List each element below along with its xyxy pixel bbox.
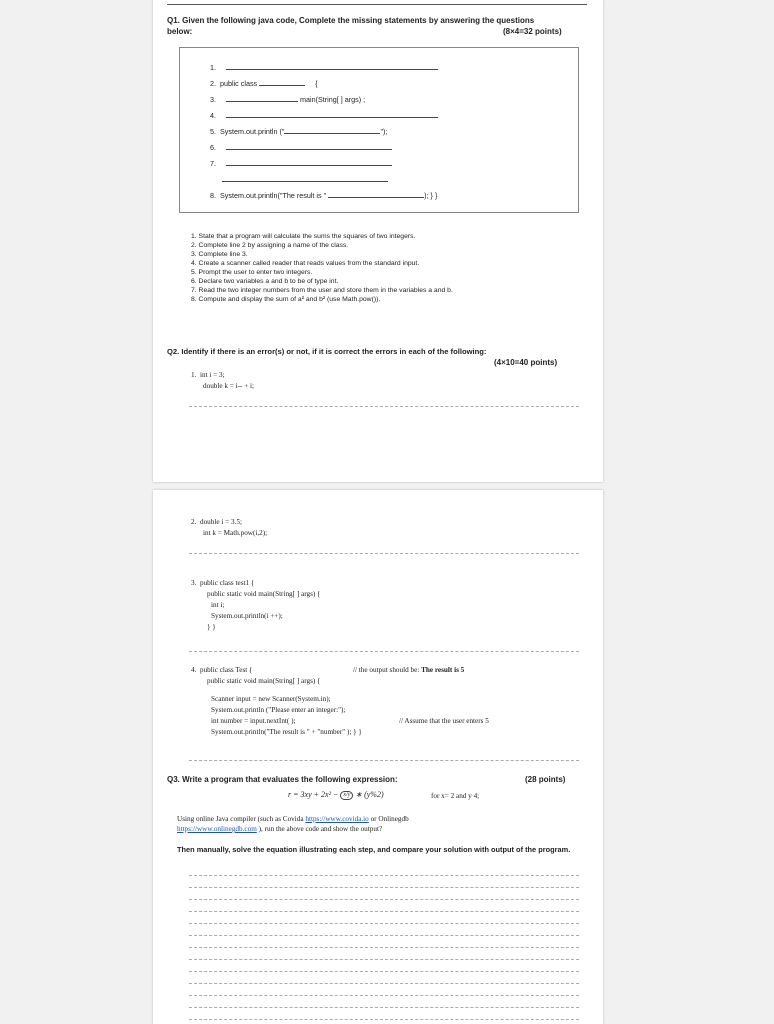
answer-line[interactable] xyxy=(189,899,579,900)
q2-points: (4×10=40 points) xyxy=(494,358,558,367)
code-box xyxy=(179,47,579,213)
answer-line[interactable] xyxy=(189,553,579,554)
code-line-7: 7. xyxy=(210,158,392,168)
code-line-1: 1. xyxy=(210,62,438,72)
answer-line[interactable] xyxy=(189,887,579,888)
q3-expression: r = 3xy + 2x² − x/y ∗ (y%2) xyxy=(288,790,384,799)
document-page-1 xyxy=(153,0,603,482)
blank-3[interactable] xyxy=(226,94,298,102)
code-line-7b xyxy=(222,174,388,184)
blank-7b[interactable] xyxy=(222,174,388,182)
answer-line[interactable] xyxy=(189,923,579,924)
answer-line[interactable] xyxy=(189,947,579,948)
answer-line[interactable] xyxy=(189,651,579,652)
q3-points: (28 points) xyxy=(525,775,566,784)
q1-points: (8×4=32 points) xyxy=(503,27,562,36)
blank-2[interactable] xyxy=(259,78,305,86)
q1-question-item: 3. Complete line 3. xyxy=(191,251,248,258)
q2-title: Q2. Identify if there is an error(s) or not, if it is correct the errors in each of the following: xyxy=(167,347,487,356)
blank-8[interactable] xyxy=(328,190,424,198)
code-line-4: 4. xyxy=(210,110,438,120)
q2-item-4: 4. public class Test { // the output should be: The result is 5 public static void main(String[ ] args) { Scanner input = new Scanner(System.in); System.out.println ("Please enter an integer:"); int number = input.nextInt( ); // Assume that the user enters 5 System.out.println("The result is " + "number" ); } } xyxy=(191,666,489,736)
q3-paragraph-2: Then manually, solve the equation illustrating each step, and compare your solution with output of the program. xyxy=(177,845,571,854)
blank-4[interactable] xyxy=(226,110,438,118)
answer-line[interactable] xyxy=(189,1007,579,1008)
covida-link[interactable]: https://www.covida.io xyxy=(305,815,369,823)
q2-item-3: 3. public class test1 { public static void main(String[ ] args) { int i; System.out.println(i ++); } } xyxy=(191,579,321,631)
code-line-6: 6. xyxy=(210,142,392,152)
q1-question-item: 7. Read the two integer numbers from the user and store them in the variables a and b. xyxy=(191,287,453,294)
q1-question-item: 8. Compute and display the sum of a² and b² (use Math.pow()). xyxy=(191,296,381,303)
blank-6[interactable] xyxy=(226,142,392,150)
q1-question-item: 1. State that a program will calculate the sums the squares of two integers. xyxy=(191,233,416,240)
answer-line[interactable] xyxy=(189,983,579,984)
q1-question-item: 5. Prompt the user to enter two integers. xyxy=(191,269,313,276)
q3-title: Q3. Write a program that evaluates the following expression: xyxy=(167,775,398,784)
answer-line[interactable] xyxy=(189,995,579,996)
q1-title-line1: Q1. Given the following java code, Complete the missing statements by answering the questions xyxy=(167,16,535,25)
answer-line[interactable] xyxy=(189,875,579,876)
blank-7[interactable] xyxy=(226,158,392,166)
q1-question-item: 6. Declare two variables a and b to be of type int. xyxy=(191,278,339,285)
onlinegdb-link[interactable]: https://www.onlinegdb.com xyxy=(177,825,257,833)
fraction-x-over-y: x/y xyxy=(340,791,353,800)
document-page-2 xyxy=(153,490,603,1024)
q1-title-line2: below: xyxy=(167,27,193,36)
q2-item-2: 2. double i = 3.5; int k = Math.pow(i,2); xyxy=(191,518,268,537)
q1-question-item: 4. Create a scanner called reader that reads values from the standard input. xyxy=(191,260,420,267)
answer-line[interactable] xyxy=(189,959,579,960)
blank-1[interactable] xyxy=(226,62,438,70)
q1-question-list xyxy=(191,232,453,304)
answer-line[interactable] xyxy=(189,760,579,761)
q2-item-1: 1. int i = 3; double k = i-- + i; xyxy=(191,371,255,390)
answer-line[interactable] xyxy=(189,971,579,972)
q1-question-item: 2. Complete line 2 by assigning a name of the class. xyxy=(191,242,349,249)
q3-paragraph-1: Using online Java compiler (such as Covida https://www.covida.io or Onlinegdb https://www.onlinegdb.com ), run the above code and show the output? xyxy=(177,815,409,833)
code-line-3: 3. main(String[ ] args) ; xyxy=(210,95,366,104)
code-line-8: 8. System.out.println("The result is " ); } } xyxy=(210,191,438,200)
code-line-2: 2. public class { xyxy=(210,79,318,88)
blank-5[interactable] xyxy=(284,126,380,134)
answer-line[interactable] xyxy=(189,935,579,936)
code-line-5: 5. System.out.println (" "); xyxy=(210,127,388,136)
answer-line[interactable] xyxy=(189,406,579,407)
q3-for-values: for x= 2 and y 4; xyxy=(431,792,480,800)
top-rule xyxy=(167,4,587,5)
answer-line[interactable] xyxy=(189,1019,579,1020)
answer-line[interactable] xyxy=(189,911,579,912)
